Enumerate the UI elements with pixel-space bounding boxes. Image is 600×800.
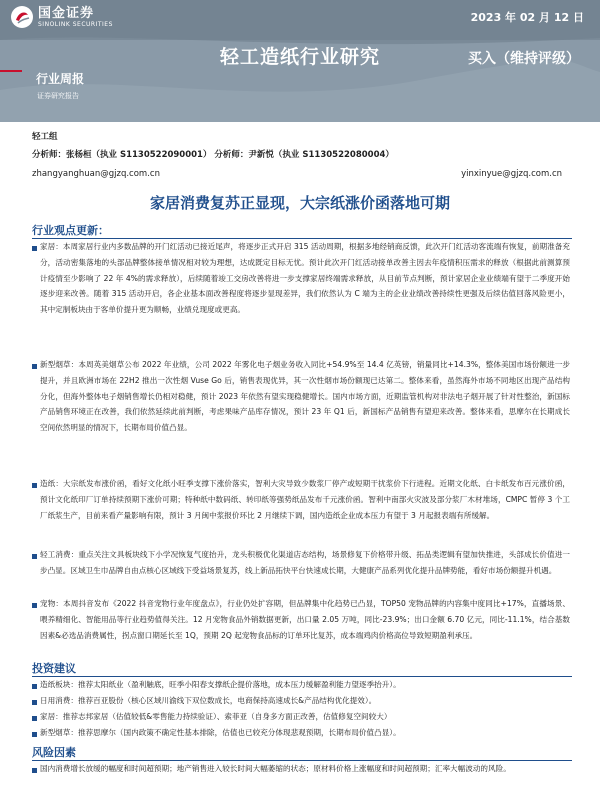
section-title-investment-advice: 投资建议	[32, 662, 76, 675]
bullet-square-icon	[32, 364, 37, 369]
logo-mark-icon	[10, 5, 34, 29]
bullet-square-icon	[32, 246, 37, 251]
advice-item-home: 家居：推荐志邦家居（估值较低&零售能力持续验证）、索菲亚（自身多方面正改善，估值修复空间较大）	[40, 712, 392, 721]
analyst-group: 轻工组	[32, 132, 58, 142]
paragraph-new-tobacco: 新型烟草：本周英美烟草公布 2022 年业绩，公司 2022 年雾化电子烟业务收入同比+54.9%至 14.4 亿英镑，销量同比+14.3%，整体美国市场份额进一步提升，并且欧洲市场在 22H2 推出一次性烟 Vuse Go 后，销售表现优异，其一次性烟市场份额现已达第二。整体来看，虽然海外市场不同地区出现产品结构分化，但海外整体电子烟销售增长仍相对稳健，预计 2023 年依然有望实现稳健增长。国内市场方面，近期监管机构对非法电子烟开展了针对性整治，新国标产品销售环境正在改善，我们依然延续此前判断，考虑果味产品库存情况，预计 23 年 Q1 后，新国标产品销售有望迎来改善。整体来看，思摩尔在长期成长空间依然明显的情况下，长期布局价值凸显。	[40, 360, 570, 433]
paragraph-paper: 造纸：大宗纸发布涨价函，看好文化纸小旺季支撑下涨价落实，智利大灾导致少数浆厂停产或短期干扰浆价下行进程。近期文化纸、白卡纸发布百元涨价函，预计文化纸印厂订单持续预期下涨价可期；特种纸中数码纸、转印纸等强势纸品发布千元涨价函。智利中南部火灾波及部分浆厂木材堆场，CMPC 暂停 3 个工厂纸浆生产，目前来看产量影响有限，预计 3 月闽中浆报价环比 2 月继续下调，国内造纸企业成本压力有望于 3 月起报表端有所缓解。	[40, 479, 570, 520]
advice-item-paper: 造纸板块：推荐太阳纸业（盈利触底，旺季小阳春支撑纸企提价落地，成本压力缓解盈利能力望逐季抬升）。	[40, 680, 401, 689]
bullet-square-icon	[32, 768, 37, 773]
company-logo	[10, 5, 113, 29]
analyst-email-2[interactable]: yinxinyue@gjzq.com.cn	[461, 169, 562, 179]
analyst-line: 分析师：张杨桓（执业 S1130522090001） 分析师：尹新悦（执业 S1130522080004）	[32, 150, 394, 160]
report-header	[0, 0, 600, 122]
paragraph-pet: 宠物：本周抖音发布《2022 抖音宠物行业年度盘点》，行业仍处扩容期，但品牌集中化趋势已凸显，TOP50 宠物品牌的内容集中度同比+17%，直播场景、喂养精细化、智能用品等行业趋势值得关注。12 月宠物食品外销数据更新，出口量 2.05 万吨，同比-23.9%；出口金额 6.70 亿元，同比-11.1%，结合基数因素&必选品消费属性，拐点窗口期延长至 1Q，预期 2Q 起宠物食品标的订单环比复苏，成本端鸡肉价格高位导致短期盈利承压。	[40, 599, 570, 640]
paragraph-light-consumer: 轻工消费：重点关注文具板块线下小学况恢复气度抬升，龙头积极优化渠道店态结构，场景修复下价格带升级、拓品类逻辑有望加快推进，头部成长价值进一步凸显。区域卫生巾品牌自由点核心区域线下受益场景复苏，线上新品拓快平台快速成长期，大健康产品系列优化提升品牌势能，看好市场份额提升机遇。	[40, 550, 570, 575]
advice-item-new-tobacco: 新型烟草：推荐思摩尔（国内政策不确定性基本排除，估值也已较充分体现悲观预期，长期布局价值凸显）。	[40, 728, 401, 737]
bullet-square-icon	[32, 554, 37, 559]
bullet-square-icon	[32, 700, 37, 705]
bullet-square-icon	[32, 483, 37, 488]
bullet-square-icon	[32, 684, 37, 689]
report-headline: 家居消费复苏正显现，大宗纸涨价函落地可期	[149, 194, 450, 212]
logo-text-cn: 国金证券	[38, 5, 95, 21]
logo-text-en: SINOLINK SECURITIES	[38, 20, 113, 28]
bullet-square-icon	[32, 732, 37, 737]
header-accent-bar	[0, 70, 22, 72]
report-subtype: 证券研究报告	[37, 92, 79, 100]
section-title-risk-factors: 风险因素	[32, 746, 76, 759]
bullet-square-icon	[32, 716, 37, 721]
analyst-info	[32, 130, 572, 179]
analyst-email-1[interactable]: zhangyanghuan@gjzq.com.cn	[32, 169, 160, 179]
analyst-emails	[32, 169, 572, 179]
rating-badge: 买入（维持评级）	[468, 51, 580, 67]
advice-item-daily-consumer: 日用消费：推荐百亚股份（核心区域川渝线下双位数成长，电商保持高速成长&产品结构优化提效）。	[40, 696, 377, 705]
section-title-industry-views: 行业观点更新：	[32, 224, 109, 237]
report-type: 行业周报	[36, 72, 85, 86]
risk-item: 国内消费增长放缓的幅度和时间超预期；地产销售进入较长时间大幅萎缩的状态；原材料价格上涨幅度和时间超预期；汇率大幅波动的风险。	[40, 764, 511, 773]
report-date: 2023 年 02 月 12 日	[470, 11, 584, 24]
paragraph-home-furnishing: 家居：本周家居行业内多数品牌的开门红活动已接近尾声，将逐步正式开启 315 活动周期，根据多地经销商反馈，此次开门红活动客流端有恢复，前期准备充分，活动密集落地的头部品牌整体接单情况相对较为理想，达成既定目标无忧。预计此次开门红活动接单改善主因去年疫情积压需求的释放（根据此前测算预计疫情至少影响了 22 年 4%的需求释放），后续随着竣工交房改善将进一步支撑家居终端需求释放，从目前节点判断，预计家居企业业绩端有望于二季度开始逐步迎来改善。随着 315 活动开启，各企业基本面改善程度将逐步显现差异，我们依然认为 C 端为主的企业业绩改善持续性更强及后续估值回落风险更小，其中定制板块由于客单价提升更为顺畅，业绩兑现度或更高。	[40, 242, 570, 315]
bullet-square-icon	[32, 603, 37, 608]
report-title: 轻工造纸行业研究	[219, 46, 380, 68]
